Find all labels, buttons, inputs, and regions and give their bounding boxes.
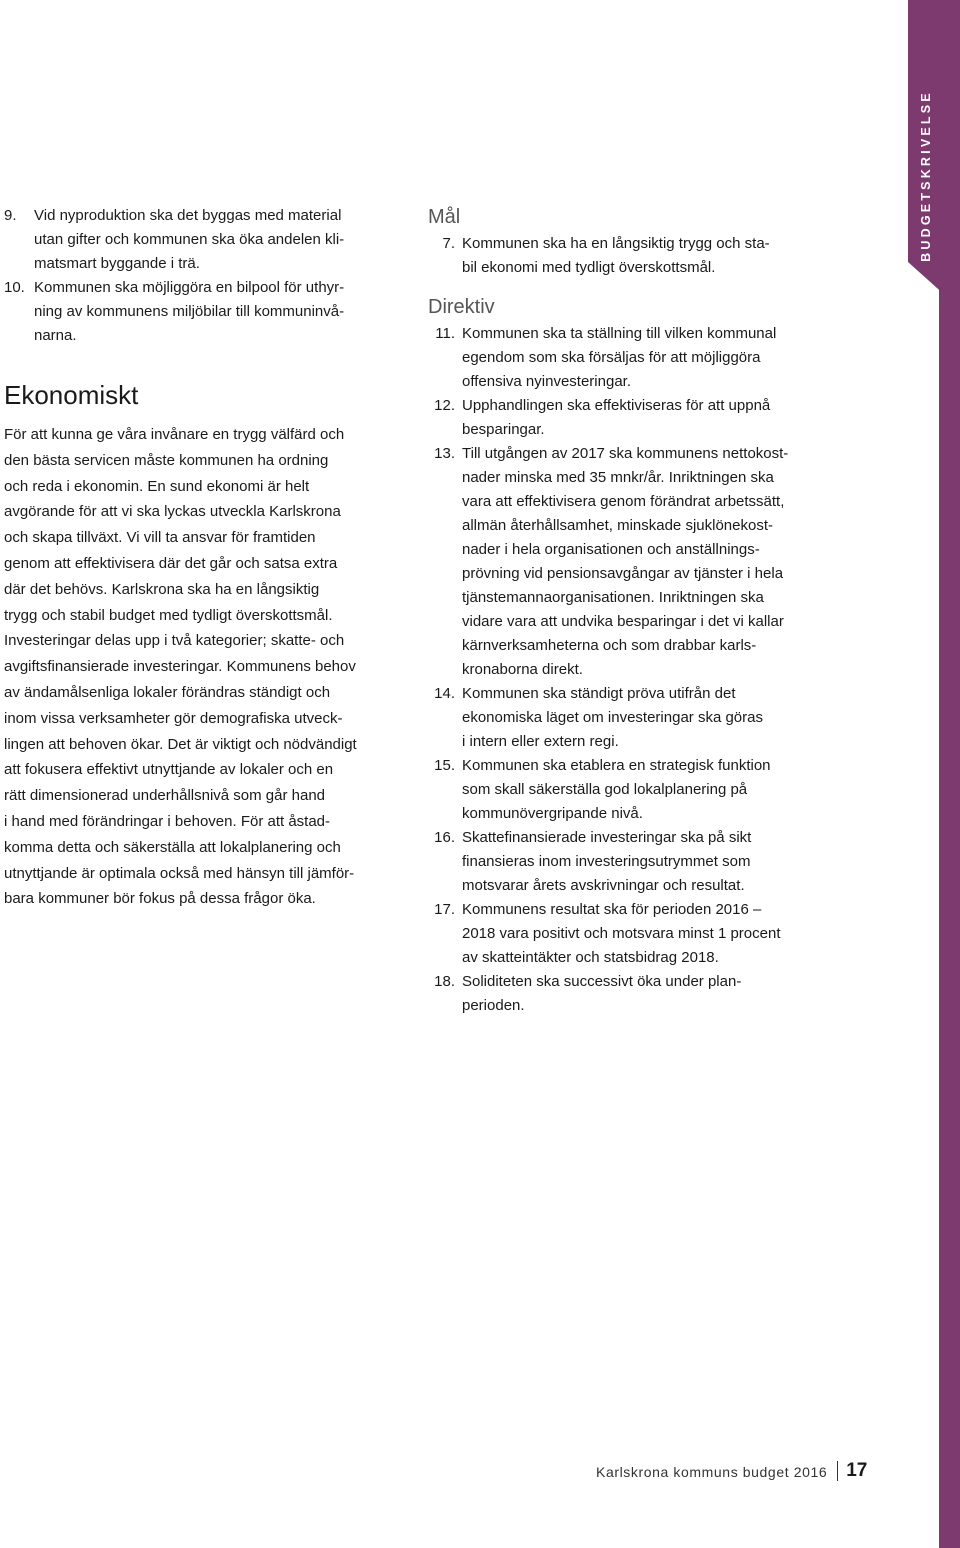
- direktiv-list: [428, 322, 818, 1018]
- line: 2018 vara positivt och motsvara minst 1 procent: [462, 925, 781, 942]
- list-item: [428, 970, 818, 1018]
- line: ning av kommunens miljöbilar till kommuninvå-: [34, 303, 345, 320]
- body-paragraph: [4, 422, 376, 912]
- list-item-number: 7.: [442, 235, 455, 252]
- line: och reda i ekonomin. En sund ekonomi är helt: [4, 477, 310, 495]
- line: Skattefinansierade investeringar ska på sikt: [462, 829, 752, 846]
- mal-list: [428, 232, 818, 280]
- line: Kommunen ska etablera en strategisk funktion: [462, 757, 771, 774]
- list-item-number: 10.: [4, 279, 25, 296]
- list-item: [428, 442, 818, 682]
- line: den bästa servicen måste kommunen ha ordning: [4, 451, 329, 469]
- list-item: [4, 276, 376, 348]
- list-item: [428, 682, 818, 754]
- line: Soliditeten ska successivt öka under plan-: [462, 973, 742, 990]
- list-item-number: 14.: [434, 685, 455, 702]
- line: Kommunen ska ständigt pröva utifrån det: [462, 685, 736, 702]
- line: Kommunen ska ta ställning till vilken kommunal: [462, 325, 777, 342]
- line: egendom som ska försäljas för att möjliggöra: [462, 349, 761, 366]
- line: Kommunen ska möjliggöra en bilpool för uthyr-: [34, 279, 345, 296]
- line: att fokusera effektivt utnyttjande av lokaler och en: [4, 761, 334, 779]
- list-item-number: 12.: [434, 397, 455, 414]
- line: Vid nyproduktion ska det byggas med material: [34, 207, 342, 224]
- line: allmän återhållsamhet, minskade sjuklönekost-: [462, 517, 773, 534]
- line: besparingar.: [462, 421, 545, 438]
- line: ekonomiska läget om investeringar ska göras: [462, 709, 763, 726]
- list-item-number: 18.: [434, 973, 455, 990]
- line: nader i hela organisationen och anställnings-: [462, 541, 760, 558]
- line: av ändamålsenliga lokaler förändras ständigt och: [4, 683, 331, 701]
- list-item-number: 17.: [434, 901, 455, 918]
- line: där det behövs. Karlskrona ska ha en långsiktig: [4, 580, 320, 598]
- line: utnyttjande är optimala också med hänsyn till jämför-: [4, 864, 355, 882]
- list-item: [428, 232, 818, 280]
- line: nader minska med 35 mnkr/år. Inriktningen ska: [462, 469, 774, 486]
- section-heading-mal: Mål: [428, 206, 461, 228]
- line: motsvarar årets avskrivningar och resultat.: [462, 877, 745, 894]
- line: inom vissa verksamheter gör demografiska utveck-: [4, 709, 343, 727]
- line: komma detta och säkerställa att lokalplanering och: [4, 838, 341, 856]
- footer-divider: [837, 1461, 838, 1481]
- footer-title: Karlskrona kommuns budget 2016: [596, 1464, 828, 1480]
- line: och skapa tillväxt. Vi vill ta ansvar för framtiden: [4, 529, 316, 547]
- line: bil ekonomi med tydligt överskottsmål.: [462, 259, 716, 276]
- line: lingen att behoven ökar. Det är viktigt och nödvändigt: [4, 735, 357, 753]
- line: som skall säkerställa god lokalplanering på: [462, 781, 748, 798]
- line: För att kunna ge våra invånare en trygg välfärd och: [4, 426, 345, 443]
- line: kommunövergripande nivå.: [462, 805, 643, 822]
- line: finansieras inom investeringsutrymmet som: [462, 853, 751, 870]
- line: Investeringar delas upp i två kategorier; skatte- och: [4, 632, 345, 650]
- line: perioden.: [462, 997, 525, 1014]
- line: Kommunen ska ha en långsiktig trygg och sta-: [462, 235, 770, 252]
- list-item-number: 13.: [434, 445, 455, 462]
- list-item-number: 9.: [4, 207, 17, 224]
- section-heading-direktiv: Direktiv: [428, 296, 495, 318]
- list-item: [428, 898, 818, 970]
- list-item-number: 15.: [434, 757, 455, 774]
- line: i intern eller extern regi.: [462, 733, 619, 750]
- list-item: [428, 394, 818, 442]
- section-heading-ekonomiskt: Ekonomiskt: [4, 380, 139, 410]
- line: avgörande för att vi ska lyckas utveckla Karlskrona: [4, 503, 341, 521]
- line: utan gifter och kommunen ska öka andelen kli-: [34, 231, 345, 248]
- left-column: [4, 204, 376, 912]
- line: vara att effektivisera genom förändrat arbetssätt,: [462, 493, 785, 510]
- side-tab-label: BUDGETSKRIVELSE: [919, 90, 934, 262]
- line: Upphandlingen ska effektiviseras för att uppnå: [462, 397, 771, 414]
- page-number: 17: [846, 1460, 868, 1481]
- line: vidare vara att undvika besparingar i det vi kallar: [462, 613, 784, 630]
- side-tab-label-box: [904, 90, 948, 262]
- list-item-number: 16.: [434, 829, 455, 846]
- line: tjänstemannaorganisationen. Inriktningen ska: [462, 589, 764, 606]
- line: kärnverksamheterna och som drabbar karls-: [462, 637, 757, 654]
- line: matsmart byggande i trä.: [34, 255, 200, 272]
- line: genom att effektivisera där det går och satsa extra: [4, 554, 338, 572]
- line: Till utgången av 2017 ska kommunens nettokost-: [462, 445, 789, 462]
- line: bara kommuner bör fokus på dessa frågor öka.: [4, 890, 316, 908]
- line: avgiftsfinansierade investeringar. Kommunens behov: [4, 658, 356, 676]
- left-list: [4, 204, 376, 348]
- list-item: [428, 826, 818, 898]
- list-item: [428, 754, 818, 826]
- line: offensiva nyinvesteringar.: [462, 373, 631, 390]
- list-item: [428, 322, 818, 394]
- line: prövning vid pensionsavgångar av tjänster i hela: [462, 565, 784, 582]
- line: rätt dimensionerad underhållsnivå som går hand: [4, 787, 326, 805]
- line: Kommunens resultat ska för perioden 2016 –: [462, 901, 762, 918]
- right-column: [428, 204, 818, 1018]
- list-item-number: 11.: [435, 325, 455, 342]
- line: av skatteintäkter och statsbidrag 2018.: [462, 949, 719, 966]
- line: i hand med förändringar i behoven. För att åstad-: [4, 812, 331, 830]
- page-footer: [596, 1459, 867, 1481]
- line: kronaborna direkt.: [462, 661, 583, 678]
- list-item: [4, 204, 376, 276]
- line: trygg och stabil budget med tydligt överskottsmål.: [4, 606, 333, 624]
- line: narna.: [34, 327, 77, 344]
